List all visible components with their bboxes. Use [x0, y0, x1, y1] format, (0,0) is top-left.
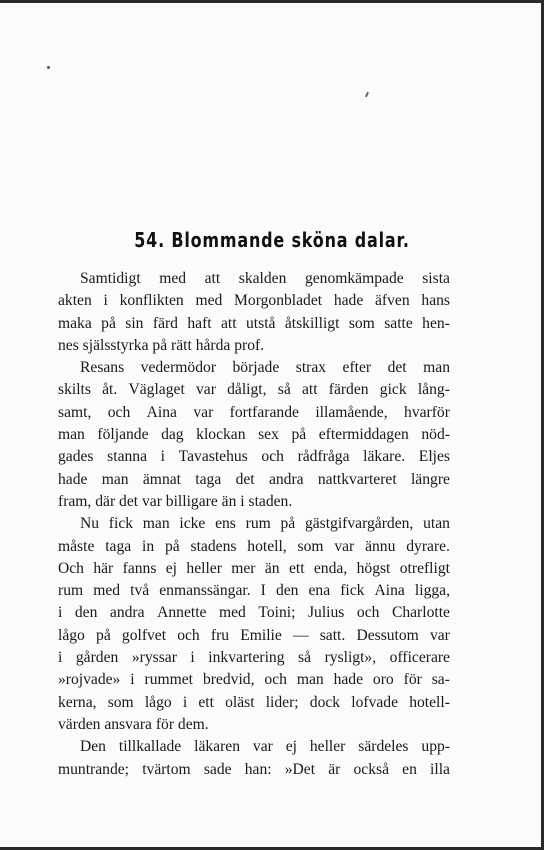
- word: en: [402, 760, 417, 778]
- word: golfvet: [121, 626, 167, 644]
- word: det: [387, 359, 407, 377]
- word: taga: [105, 537, 132, 555]
- text-line: [58, 759, 450, 781]
- word: otrefligt: [399, 559, 450, 577]
- word: »ryssar: [131, 649, 177, 667]
- word: officerare: [389, 649, 450, 667]
- word: ämnat: [142, 470, 181, 488]
- text-line: [58, 714, 450, 736]
- chapter-heading: 54. Blommande sköna dalar.: [134, 228, 410, 252]
- word: färd: [152, 314, 178, 332]
- text-line: [58, 402, 450, 424]
- word: fanns: [122, 559, 157, 577]
- word: längre: [410, 470, 450, 488]
- word: här: [93, 559, 114, 577]
- text-line: [58, 357, 450, 379]
- word: stanna: [107, 448, 148, 466]
- word: Emilie: [240, 626, 282, 644]
- word: var: [193, 403, 214, 421]
- word: var: [196, 381, 216, 399]
- word: rådfråga: [297, 448, 350, 466]
- word: så: [277, 381, 291, 399]
- word: med: [219, 604, 246, 622]
- word: Annette: [157, 604, 207, 622]
- word: gården: [75, 649, 119, 667]
- word: också: [353, 760, 390, 778]
- word: med: [93, 582, 121, 600]
- word: dock: [309, 693, 341, 711]
- word: lågo: [144, 693, 172, 711]
- word: muntrande;: [58, 760, 130, 778]
- text-line: [58, 290, 450, 312]
- word: upp-: [421, 738, 450, 756]
- word: skilts: [58, 381, 91, 399]
- word: fortfarande: [229, 403, 299, 421]
- text-line: [58, 379, 450, 401]
- word: och: [177, 626, 200, 644]
- word: »Det: [284, 760, 316, 778]
- text-line: [58, 313, 450, 335]
- text-line: [58, 647, 450, 669]
- word: den: [74, 604, 98, 622]
- word: kerna,: [58, 693, 97, 711]
- word: att: [204, 270, 221, 287]
- word: för: [403, 671, 422, 689]
- text-line: [58, 424, 450, 446]
- text-line: [58, 736, 450, 758]
- word: maka: [58, 314, 92, 332]
- word: oro: [372, 671, 394, 689]
- word: andra: [109, 604, 145, 622]
- word: lång-: [417, 381, 450, 399]
- word: man: [423, 359, 450, 377]
- word: gästgifvargården,: [304, 515, 414, 533]
- word: Nu: [80, 515, 100, 533]
- text-line: [58, 469, 450, 491]
- text-line: [58, 268, 450, 290]
- word: följande: [97, 426, 149, 444]
- word: hade: [333, 292, 364, 310]
- word: stadens: [190, 537, 237, 555]
- word: sade: [203, 760, 232, 778]
- word: på: [96, 626, 111, 644]
- text-line: [58, 625, 450, 647]
- word: Samtidigt: [80, 270, 141, 287]
- word: så: [298, 649, 312, 667]
- word: i: [58, 649, 63, 667]
- word: det: [235, 470, 255, 488]
- word: enda,: [313, 559, 348, 577]
- word: enmanssängar.: [159, 582, 251, 600]
- word: Eljes: [418, 448, 450, 466]
- word: rummet: [144, 671, 194, 689]
- word: på: [291, 426, 307, 444]
- scan-border-top: [0, 0, 544, 3]
- word: man: [296, 671, 324, 689]
- text-line-content: fram, där det var billigare än i staden.: [58, 492, 293, 510]
- word: i: [130, 671, 135, 689]
- body-text: [58, 268, 450, 781]
- word: satte: [384, 314, 413, 332]
- word: Den: [80, 738, 106, 756]
- word: dag: [161, 426, 184, 444]
- word: hen-: [422, 314, 450, 332]
- word: lider;: [265, 693, 299, 711]
- word: var: [429, 626, 450, 644]
- word: och: [261, 448, 284, 466]
- word: är: [328, 760, 341, 778]
- text-line: [58, 536, 450, 558]
- word: ligga,: [414, 582, 450, 600]
- word: sa-: [431, 671, 450, 689]
- word: åt.: [102, 381, 118, 399]
- word: i: [182, 693, 188, 711]
- word: —: [292, 626, 309, 644]
- word: ännu: [365, 537, 396, 555]
- ink-speck: [47, 66, 50, 69]
- word: än: [264, 559, 280, 577]
- word: dyrare.: [406, 537, 450, 555]
- word: Tavastehus: [178, 448, 248, 466]
- word: hade: [58, 470, 88, 488]
- word: Julius: [307, 604, 345, 622]
- word: gades: [58, 448, 94, 466]
- word: strax: [295, 359, 327, 377]
- text-line: [58, 602, 450, 624]
- word: Toini;: [258, 604, 296, 622]
- word: var: [252, 738, 273, 756]
- word: tillkallade: [118, 738, 182, 756]
- word: skalden: [238, 270, 287, 287]
- word: man: [142, 515, 170, 533]
- word: illamående,: [315, 403, 388, 421]
- word: lofvade: [351, 693, 399, 711]
- word: Och: [58, 559, 84, 577]
- word: sin: [125, 314, 144, 332]
- word: rysligt»,: [324, 649, 377, 667]
- word: genomkämpade: [304, 270, 404, 287]
- word: att: [221, 314, 237, 332]
- word: som: [297, 537, 324, 555]
- word: Aina: [374, 582, 405, 600]
- word: utstå: [246, 314, 276, 332]
- text-line-content: värden ansvara för dem.: [58, 715, 209, 733]
- word: klockan: [196, 426, 246, 444]
- word: hotell,: [247, 537, 287, 555]
- word: tvärtom: [142, 760, 191, 778]
- word: akten: [58, 292, 92, 310]
- word: andra: [268, 470, 304, 488]
- word: och: [107, 403, 131, 421]
- word: eftermiddagen: [318, 426, 409, 444]
- word: högst: [356, 559, 391, 577]
- text-line: [58, 335, 450, 357]
- word: i: [103, 292, 108, 310]
- text-line-content: nes själsstyrka på rätt hårda prof.: [58, 336, 265, 354]
- word: ett: [198, 693, 214, 711]
- word: var: [334, 537, 355, 555]
- word: Väglaget: [128, 381, 185, 399]
- word: läkaren: [194, 738, 241, 756]
- word: samt,: [58, 403, 92, 421]
- word: läkare.: [363, 448, 406, 466]
- word: hans: [421, 292, 450, 310]
- word: mer: [231, 559, 256, 577]
- word: icke: [179, 515, 206, 533]
- word: heller: [309, 738, 346, 756]
- word: rum: [58, 582, 84, 600]
- word: bredvid,: [202, 671, 255, 689]
- word: i: [160, 448, 166, 466]
- text-line: [58, 558, 450, 580]
- word: dåligt,: [227, 381, 267, 399]
- word: hade: [333, 671, 364, 689]
- word: fru: [210, 626, 230, 644]
- word: som: [107, 693, 134, 711]
- word: fick: [108, 515, 134, 533]
- word: fick: [340, 582, 365, 600]
- word: särdeles: [358, 738, 409, 756]
- word: oläst: [225, 693, 255, 711]
- word: på: [101, 314, 116, 332]
- word: måste: [58, 537, 95, 555]
- word: haft: [187, 314, 212, 332]
- word: med: [195, 292, 223, 310]
- word: ej: [285, 738, 297, 756]
- word: illa: [430, 760, 450, 778]
- text-line: [58, 580, 450, 602]
- word: sex: [258, 426, 279, 444]
- word: började: [232, 359, 280, 377]
- word: I: [260, 582, 266, 600]
- word: ett: [288, 559, 305, 577]
- word: som: [348, 314, 375, 332]
- word: utan: [423, 515, 450, 533]
- word: man: [101, 470, 129, 488]
- word: ens: [215, 515, 236, 533]
- text-line: [58, 491, 450, 513]
- word: heller: [186, 559, 222, 577]
- word: taga: [195, 470, 222, 488]
- text-line: [58, 669, 450, 691]
- text-line: [58, 692, 450, 714]
- word: nöd-: [421, 426, 450, 444]
- ink-speck: [365, 92, 369, 97]
- word: ej: [165, 559, 178, 577]
- word: två: [130, 582, 150, 600]
- word: Dessutom: [356, 626, 419, 644]
- word: han:: [244, 760, 272, 778]
- word: konflikten: [119, 292, 184, 310]
- word: färden: [328, 381, 369, 399]
- word: gick: [379, 381, 407, 399]
- word: inkvartering: [208, 649, 285, 667]
- word: satt.: [319, 626, 346, 644]
- word: man: [58, 426, 85, 444]
- word: efter: [342, 359, 372, 377]
- word: på: [280, 515, 296, 533]
- word: i: [58, 604, 63, 622]
- word: hotell-: [409, 693, 450, 711]
- word: på: [164, 537, 180, 555]
- word: hvarför: [404, 403, 450, 421]
- word: med: [159, 270, 187, 287]
- word: in: [142, 537, 155, 555]
- word: »rojvade»: [58, 671, 121, 689]
- word: Aina: [146, 403, 177, 421]
- word: sista: [422, 270, 450, 287]
- word: att: [301, 381, 318, 399]
- word: Morgonbladet: [234, 292, 323, 310]
- word: lågo: [58, 626, 85, 644]
- text-line: [58, 446, 450, 468]
- word: den: [275, 582, 299, 600]
- word: Resans: [80, 359, 125, 377]
- text-line: [58, 513, 450, 535]
- word: äfven: [375, 292, 410, 310]
- word: nattkvarteret: [317, 470, 397, 488]
- word: vedermödor: [140, 359, 217, 377]
- word: åtskilligt: [284, 314, 340, 332]
- word: och: [356, 604, 380, 622]
- word: i: [190, 649, 195, 667]
- word: ena: [308, 582, 331, 600]
- word: och: [264, 671, 287, 689]
- word: Charlotte: [391, 604, 450, 622]
- word: rum: [245, 515, 271, 533]
